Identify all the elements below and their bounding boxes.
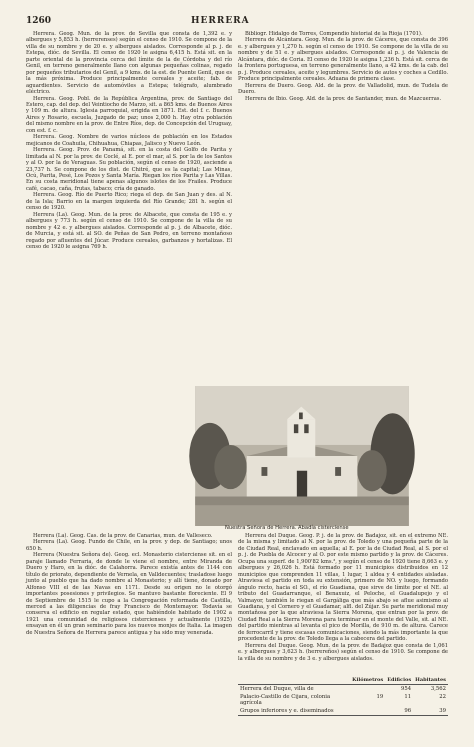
entry: Herrera. Geog. Pobl. de la República Argentina, prov. de Santiago del Estero, cap. del dep. del Veintiocho de Marzo, sit. a 865 kms. de Buenos Aires y 109 m. de altura. Iglesia parroquial, erigida en 1871. Est. del f. c. Buenos Aires y Rosario, escuela, Juzgado de paz; unos 2,000 h. Hay otra población del mismo nombre en la prov. de Entre Ríos, dep. de Concepción del Uruguay, con est. f. c. bbox=[26, 95, 232, 134]
entry: Herrera (La). Geog. Mun. de la prov. de Albacete, que consta de 195 e. y albergues y 773 h. según el censo de 1910. Se compone de la villa de su nombre y 42 e. y albergues aislados. Corresponde al p. j. de Albacete, dióc. de Murcia, y está sit. al SO. de Peñas de San Pedro, en terreno montañoso regado por afluentes del Júcar. Produce cereales, garbanzos y hortalizas. El censo de 1920 le asigna 769 h. bbox=[26, 211, 232, 250]
entry: Herrera de Alcántara. Geog. Mun. de la prov. de Cáceres, que consta de 396 e. y albergues y 1,270 h. según el censo de 1910. Se compone de la villa de su nombre y de 51 e. y albergues aislados. Corresponde al p. j. de Valencia de Alcántara, dióc. de Coria. El censo de 1920 le asigna 1,236 h. Está sit. cerca de la frontera portuguesa, en terreno generalmente llano, a 42 kms. de la cab. del p. j. Produce cereales, aceite y legumbres. Servicio de autos y coches a Cedillo. Produce principalmente cereales. Aduana de primera clase. bbox=[238, 37, 448, 83]
entry: Herrera del Duque. Geog. Mun. de la prov. de Badajoz que consta de 1,061 e. y albergues y 3,623 h. (herrereños) según el censo de 1910. Se compone de la villa de su nombre y de 3 e. y albergues aislados. bbox=[238, 642, 448, 662]
page-header bbox=[26, 16, 448, 28]
entry: Herrera. Geog. Nombre de varios núcleos de población en los Estados mejicanos de Coahuila, Chihuahua, Chiapas, Jalisco y Nuevo León. bbox=[26, 134, 232, 147]
table-header: Kilómetros bbox=[352, 677, 384, 683]
page-number: 1260 bbox=[26, 16, 52, 26]
table-header: Habitantes bbox=[415, 677, 446, 683]
photo-caption: Nuestra Señora de Herrera. Abadía cisterciense bbox=[225, 525, 349, 531]
entry: Herrera de Ibio. Geog. Ald. de la prov. de Santander, mun. de Mazcuerras. bbox=[245, 95, 442, 102]
right-column bbox=[238, 31, 448, 102]
entry: Herrera. Geog. Prov. de Panamá, sit. en la costa del Golfo de Parita y limitada al N. por la prov. de Coclé, al E. por el mar, al S. por la de los Santos y al O. por la de Veraguas. Su población, según el censo de 1920, asciende a 23,737 h. Se compone de los dist. de Chitré, que es la capital; Las Minas, Ocú, Parita, Pesé, Los Pozos y Santa María. Riegan los ríos Parita y Las Villas. En su costa meridional tiene apenas algunos islotes de los Frailes. Produce café, cacao, caña, frutas, tabaco; cría de ganado. bbox=[26, 147, 232, 192]
entry: Herrera. Geog. Río de Puerto Rico; riega el dep. de San Juan y des. al N. de la Isla; Barrio en la margen izquierda del Río Grande; 281 h. según el censo de 1920. bbox=[26, 192, 232, 212]
entry: Herrera del Duque. Geog. P. j. de la prov. de Badajoz, sit. en el extremo NE. de la misma y limitado al N. por la prov. de Toledo y una pequeña parte de la de Ciudad Real, enclavado en aquella; al E. por la de Ciudad Real, al S. por el p. j. de Puebla de Alcocer y al O. por este mismo partido y la prov. de Cáceres. Ocupa una superf. de 1,900'82 kms.², y según el censo de 1920 tiene 8,663 e. y albergues y 26,026 h. Está formado por 11 municipios distribuidos en 12 municipios que comprenden 11 villas, 1 lugar, 1 aldea y 4 entidades aisladas. Atraviesa el partido en toda su extensión, primero de NO. y luego, formando ángulo recto, hacia el SO., el río Guadiana, que sirve de límite por el NE. al tributo del Guadarranque, el Benaxuiz, el Peloche, el Guadalupejo y el Valmayor, también le riegan el Gargáliga que más abajo se aflue asimismo al Guadiana, y el Cornero y el Guadamar, alfl. del Zújar. Su parte meridional muy montañosa por la que atraviesa la Sierra Morena, que entran por la prov. de Ciudad Real a la Sierra Morena para terminar en el monte del Valle, sit. al NE. del partido mientras al levanta el pico de Morilla, de 910 m. de altura. Carece de ferrocarril y tiene escasas comunicaciones, siendo la más importante la que procedente de la prov. de Toledo llega a la cabecera del partido. bbox=[238, 533, 448, 643]
table-row: Herrera del Duque, villa de 954 3,562 bbox=[240, 686, 446, 692]
entry: Herrera de Duero. Geog. Ald. de la prov. de Valladolid, mun. de Tudela de Duero. bbox=[238, 82, 448, 96]
table-header: Edificios bbox=[387, 677, 412, 683]
entry: Herrera (La). Geog. Fundo de Chile, en la prov. y dep. de Santiago; unos 650 h. bbox=[26, 539, 232, 552]
entry: Bibliogr. Hidalgo de Torres, Compendio historial de la Rioja (1701). bbox=[245, 31, 423, 37]
abbey-photograph bbox=[182, 386, 422, 526]
entry: Herrera (Nuestra Señora de). Geog. ecl. Monasterio cisterciense sit. en el paraje llamado Ferraria, de donde le viene el nombre, entre Miranda de Duero y Haro, en la dióc. de Calahorra. Parece existía antes de 1144 con título de priorato, dependiente de Vernela, en Valldecuentes; trasladose luego junto al pueblo que ha dado nombre al Monasterio; y allí tiene, donado por Alfonso VIII el de las Navas en 1171. Desde su origen no le otorgó importantes posesiones y privilegios. Se mantuvo bastante floreciente. El 9 de Septiembre de 1515 le cupo a la Congregación reformada de Castilla, merced a las diligencias de fray Francisco de Montemayor. Todavía se conserva el edificio en regular estado, que habiéndole habitado de 1902 a 1921 una comunidad de religiosos cistercienses y actualmente (1925) ensayan en él un gran seminario para los nuevos monjes de Italia. La imagen de Nuestra Señora de Herrera parece antigua y ha sido muy venerada. bbox=[26, 552, 232, 636]
table-header bbox=[238, 676, 350, 685]
left-column bbox=[26, 31, 232, 250]
entry: Herrera. Geog. Mun. de la prov. de Sevilla que consta de 1,392 e. y albergues y 5,853 h. (herrerenses) según el censo de 1910. Se compone de la villa de su nombre y de 20 e. y albergues aislados. Corresponde al p. j. de Estepa, dióc. de Sevilla. El censo de 1920 le asigna 6,415 h. Está sit. en la parte oriental de la provincia cerca del límite de la de Córdoba y del río Genil, en terreno generalmente llano con algunas pequeñas colinas, regado por pequeños tributarios del Genil, a 9 kms. de la est. de Puente Genil, que es la más próxima. Produce principalmente cereales y aceite; fab. de aguardientes. Servicio de automóviles a Estepa; telégrafo, alumbrado eléctrico. bbox=[26, 31, 232, 96]
entry: Herrera (La). Geog. Cas. de la prov. de Canarias, mun. de Valleseco. bbox=[33, 533, 213, 539]
table-row: Grupos inferiores y e. diseminados 96 39 bbox=[240, 708, 446, 714]
right-column-continued bbox=[238, 533, 448, 662]
running-title: HERRERA bbox=[191, 16, 250, 26]
population-table bbox=[238, 676, 448, 716]
table-row: Palacio-Castillo de Cijara, colonia agrícola 19 11 22 bbox=[240, 694, 446, 706]
left-column-continued bbox=[26, 533, 232, 636]
